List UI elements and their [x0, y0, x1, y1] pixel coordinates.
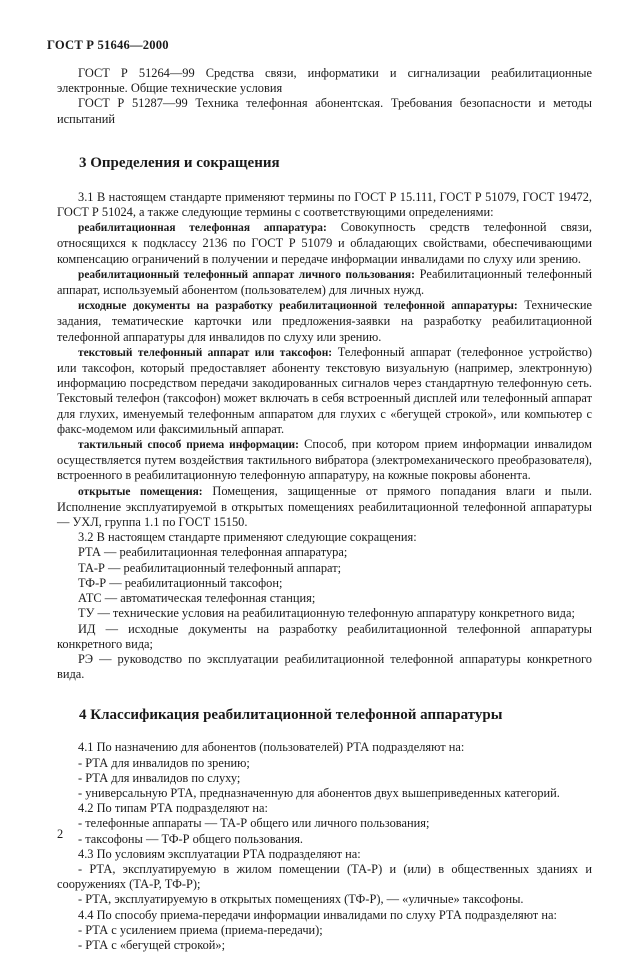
paragraph: 3.2 В настоящем стандарте применяют следующие сокращения:	[78, 530, 417, 545]
page-number: 2	[57, 827, 64, 841]
definition-text: Помещения, защищенные от прямого попадания влаги и пыли. Исполнение эксплуатируемой в открытых помещениях реабилитационной телефонной аппаратуры — УХЛ, группа 1.1 по ГОСТ 15150.	[57, 483, 593, 530]
section-heading: 4 Классификация реабилитационной телефонной аппаратуры	[79, 707, 503, 724]
definition-text: Технические задания, тематические карточки или предложения-заявки на разработку реабилитационной телефонной аппаратуры для инвалидов по слуху или зрению.	[57, 298, 592, 344]
definition	[57, 484, 592, 531]
definition	[57, 298, 592, 345]
page-content	[57, 66, 592, 953]
list-item: - РТА, эксплуатируемую в открытых помещениях (ТФ-Р), — «уличные» таксофоны.	[78, 892, 524, 907]
list-item: - РТА с усилением приема (приема-передачи);	[78, 922, 323, 937]
abbreviation-item: РТА — реабилитационная телефонная аппаратура;	[78, 545, 348, 560]
term: реабилитационный телефонный аппарат личного пользования:	[78, 268, 415, 281]
definition	[57, 437, 592, 484]
abbreviation-item: ТУ — технические условия на реабилитационную телефонную аппаратуру конкретного вида;	[78, 606, 575, 621]
paragraph: 4.1 По назначению для абонентов (пользователей) РТА подразделяют на:	[78, 740, 465, 755]
term: исходные документы на разработку реабилитационной телефонной аппаратуры:	[78, 300, 518, 313]
term: текстовый телефонный аппарат или таксофон:	[78, 346, 333, 359]
paragraph: 4.4 По способу приема-передачи информации инвалидами по слуху РТА подразделяют на:	[78, 907, 557, 922]
list-item: - РТА с «бегущей строкой»;	[78, 937, 226, 952]
list-item: - универсальную РТА, предназначенную для абонентов двух вышеприведенных категорий.	[78, 785, 560, 800]
definition-text: Совокупность средств телефонной связи, относящихся к подклассу 2136 по ГОСТ Р 51079 и обладающих свойствами, обеспечивающими компенсацию ограничений в получении и передаче информации инвалидами по слуху или зрению.	[57, 220, 592, 266]
term: реабилитационная телефонная аппаратура:	[78, 222, 327, 235]
reference-entry: ГОСТ Р 51264—99 Средства связи, информатики и сигнализации реабилитационные электронные. Общие технические условия	[57, 66, 592, 96]
list-item: - РТА для инвалидов по зрению;	[78, 755, 250, 770]
list-item: - телефонные аппараты — ТА-Р общего или личного пользования;	[78, 816, 430, 831]
reference-entry: ГОСТ Р 51287—99 Техника телефонная абонентская. Требования безопасности и методы испытаний	[57, 96, 592, 126]
paragraph: 3.1 В настоящем стандарте применяют термины по ГОСТ Р 15.111, ГОСТ Р 51079, ГОСТ 19472, ГОСТ Р 51024, а также следующие термины с соответствующими определениями:	[57, 189, 592, 220]
abbreviation-item: ТФ-Р — реабилитационный таксофон;	[78, 575, 283, 590]
list-item: - РТА для инвалидов по слуху;	[78, 770, 241, 785]
abbreviation-item: ТА-Р — реабилитационный телефонный аппарат;	[78, 560, 342, 575]
definition	[57, 345, 592, 437]
abbreviation-item: ИД — исходные документы на разработку реабилитационной телефонной аппаратуры конкретного вида;	[57, 621, 592, 651]
term: открытые помещения:	[78, 485, 203, 498]
definition-text: Способ, при котором прием информации инвалидом осуществляется путем воздействия тактильного вибратора (электромеханического преобразователя), встроенного в реабилитационную телефонную аппаратуру, на кожные покровы абонента.	[57, 437, 592, 483]
term: тактильный способ приема информации:	[78, 439, 299, 452]
abbreviation-item: РЭ — руководство по эксплуатации реабилитационной телефонной аппаратуры конкретного вида.	[57, 651, 592, 682]
paragraph: 4.3 По условиям эксплуатации РТА подразделяют на:	[78, 846, 361, 861]
definition	[57, 267, 592, 298]
abbreviation-item: АТС — автоматическая телефонная станция;	[78, 591, 316, 606]
doc-header: ГОСТ Р 51646—2000	[47, 38, 169, 52]
list-item: - РТА, эксплуатируемую в жилом помещении (ТА-Р) и (или) в общественных зданиях и сооружениях (ТА-Р, ТФ-Р);	[57, 861, 592, 892]
definition	[57, 220, 592, 267]
definition-text: Реабилитационный телефонный аппарат, используемый абонентом (пользователем) для личных нужд.	[57, 266, 592, 298]
section-heading: 3 Определения и сокращения	[79, 154, 280, 171]
list-item: - таксофоны — ТФ-Р общего пользования.	[78, 831, 304, 846]
paragraph: 4.2 По типам РТА подразделяют на:	[78, 801, 268, 816]
definition-text: Телефонный аппарат (телефонное устройство) или таксофон, который предоставляет абоненту текстовую визуальную (например, электронную) информацию посредством передачи закодированных сигналов через стандартную телефонную сеть. Текстовый телефон (таксофон) может включать в себя встроенный дисплей или телефонный аппарат для глухих, именуемый телефонным аппаратом для глухих с «бегущей строкой», или компьютер с факс-модемом или факсимильный аппарат.	[57, 344, 593, 436]
